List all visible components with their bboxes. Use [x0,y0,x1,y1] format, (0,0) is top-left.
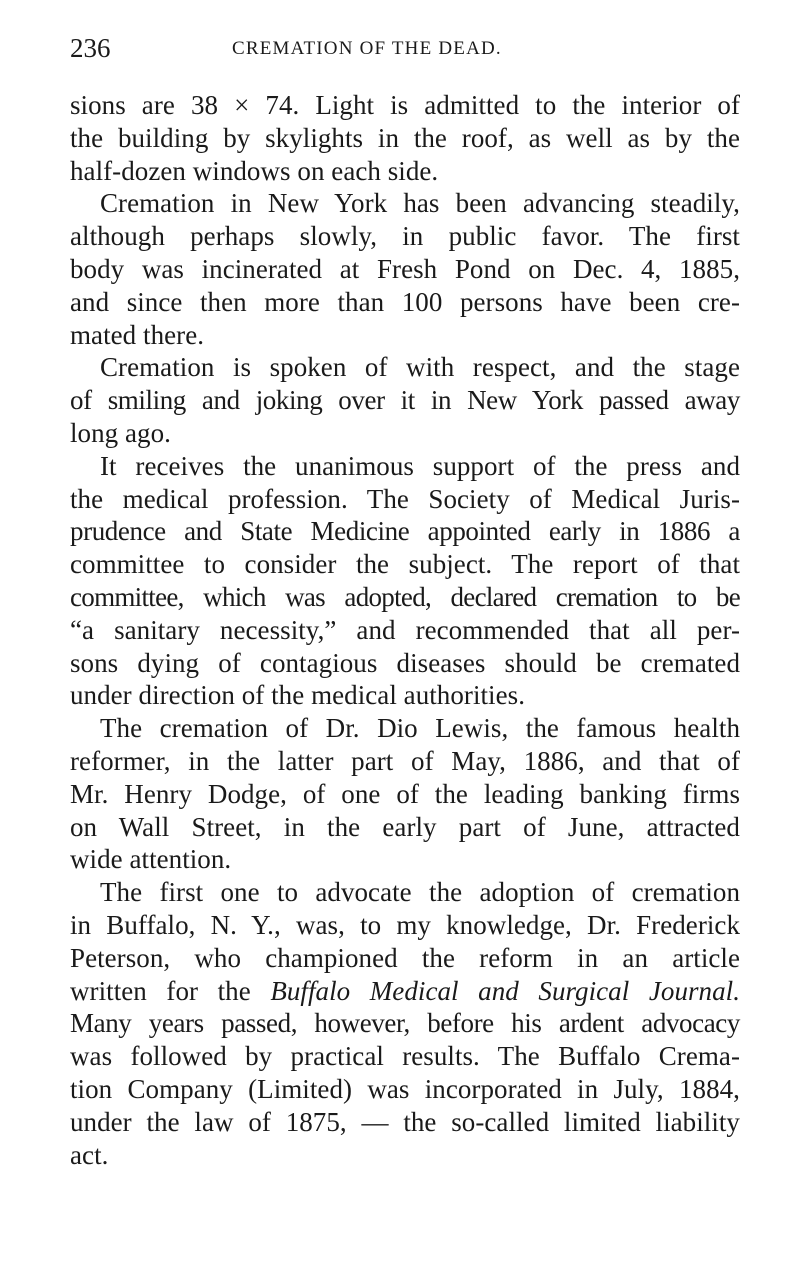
text-line: committee to consider the subject. The report of that [70,549,740,580]
text-line: under the law of 1875, — the so-called limited liability [70,1106,740,1137]
page-header [70,32,740,64]
text-line: long ago. [70,417,171,448]
text-line: half-dozen windows on each side. [70,155,439,186]
text-line: Cremation is spoken of with respect, and the stage [100,352,740,383]
text-run: written for the [70,975,271,1006]
text-line: Many years passed, however, before his ardent advocacy [70,1008,740,1039]
text-line: on Wall Street, in the early part of June, attracted [70,811,740,842]
journal-title: Buffalo Medical and Surgical Journal. [270,975,741,1006]
running-head: CREMATION OF THE DEAD. [232,38,502,59]
text-line: Peterson, who championed the reform in an article [70,942,740,973]
text-line: Mr. Henry Dodge, of one of the leading banking firms [70,778,740,809]
text-line: The cremation of Dr. Dio Lewis, the famous health [100,713,740,744]
text-line: the medical profession. The Society of Medical Juris- [70,483,740,514]
text-line: was followed by practical results. The Buffalo Crema- [70,1041,740,1072]
text-line: in Buffalo, N. Y., was, to my knowledge, Dr. Frederick [70,909,740,940]
text-line: Cremation in New York has been advancing steadily, [100,188,740,219]
text-line: It receives the unanimous support of the press and [100,450,740,481]
text-line: “a sanitary necessity,” and recommended that all per- [70,614,740,645]
text-line: of smiling and joking over it in New York passed away [70,385,740,416]
text-line: The first one to advocate the adoption of cremation [100,877,740,908]
text-line: the building by skylights in the roof, as well as by the [70,122,740,153]
text-line [70,975,740,1008]
page-number: 236 [70,33,111,63]
text-line: under direction of the medical authorities. [70,680,525,711]
text-line: sons dying of contagious diseases should be cremated [70,647,740,678]
text-line: and since then more than 100 persons have been cre- [70,286,740,317]
text-line: committee, which was adopted, declared cremation to be [70,581,740,612]
text-line: although perhaps slowly, in public favor. The first [70,221,740,252]
text-line: sions are 38 × 74. Light is admitted to the interior of [70,90,740,120]
text-line: reformer, in the latter part of May, 1886, and that of [70,745,740,776]
text-line: mated there. [70,319,205,350]
text-line: act. [70,1139,109,1170]
text-line: wide attention. [70,844,232,875]
body-text [70,89,740,1171]
text-line: prudence and State Medicine appointed early in 1886 a [70,516,740,547]
text-line: tion Company (Limited) was incorporated in July, 1884, [70,1073,740,1104]
text-line: body was incinerated at Fresh Pond on Dec. 4, 1885, [70,253,740,284]
